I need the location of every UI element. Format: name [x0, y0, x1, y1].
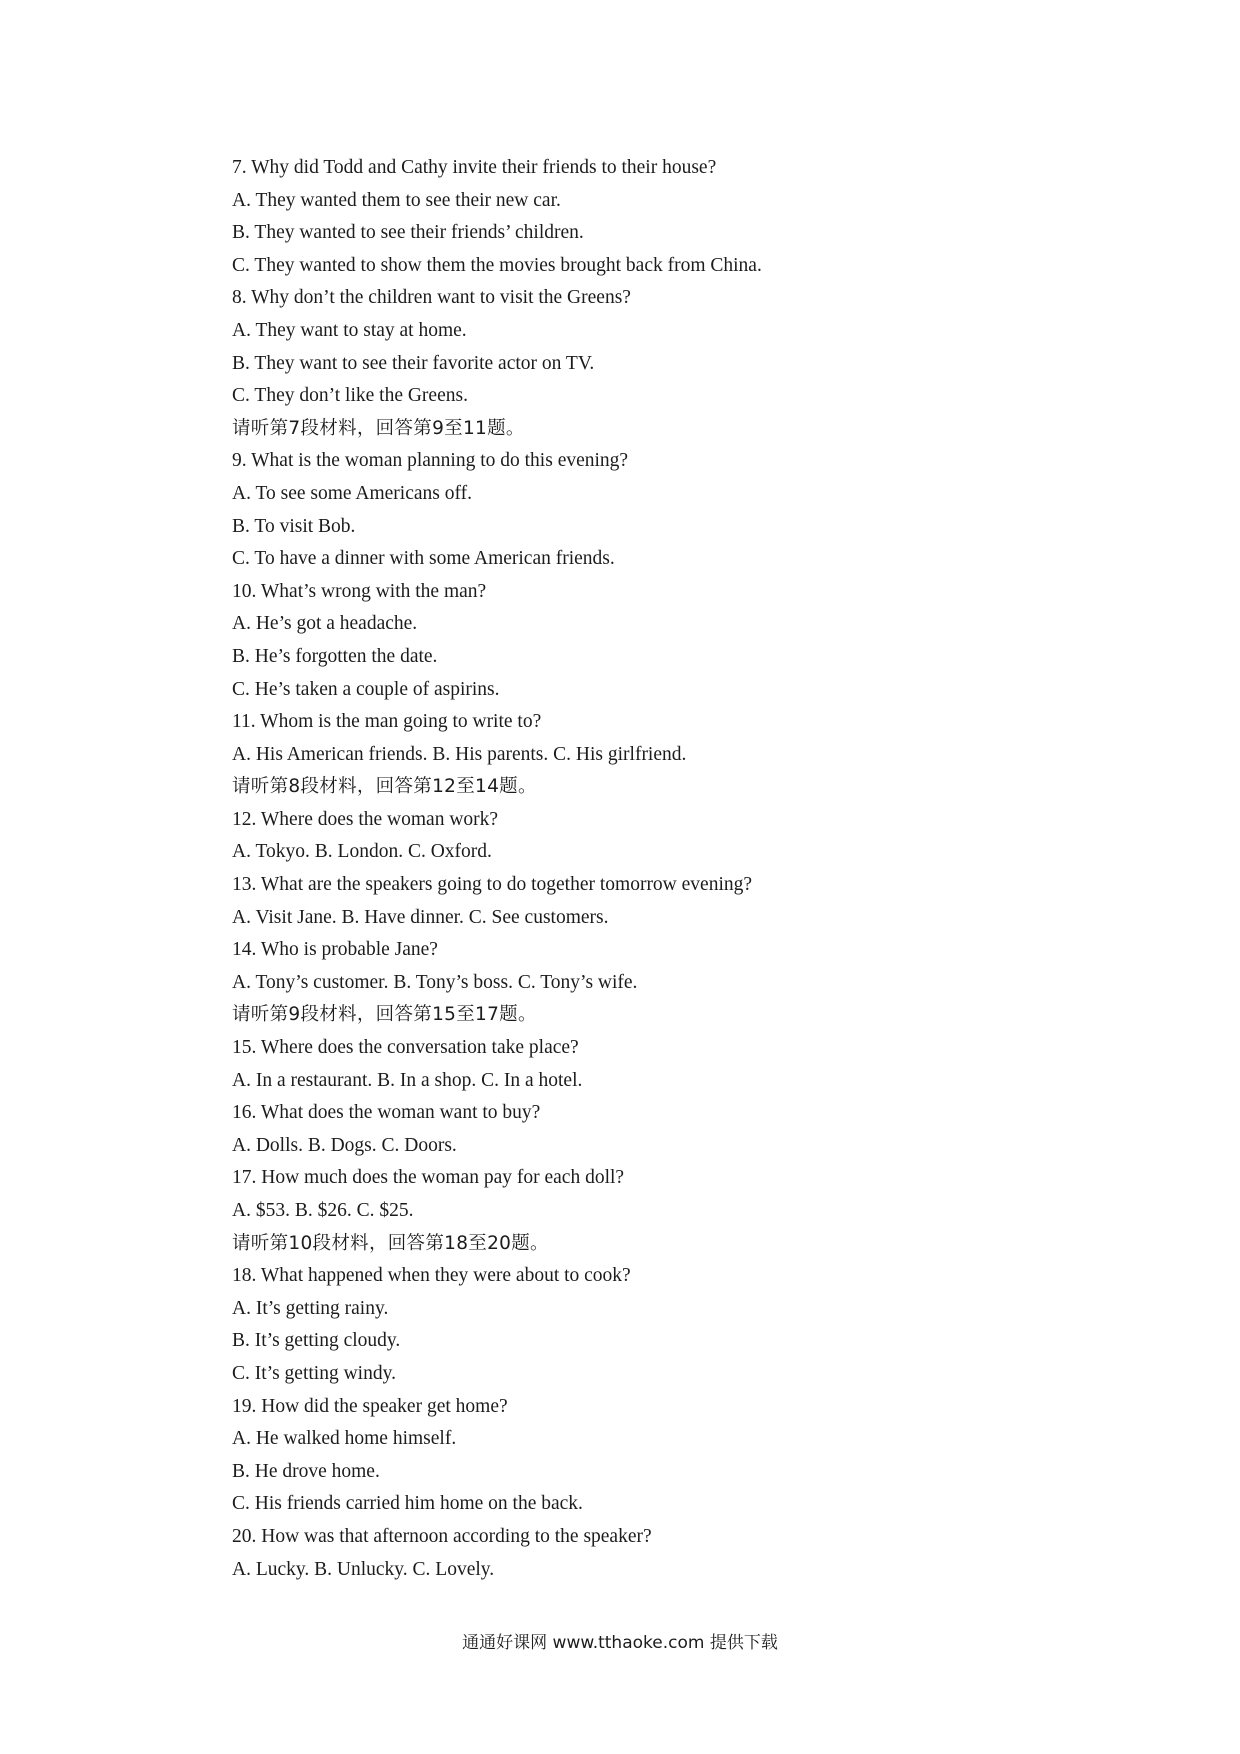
answer-options-line: B. They want to see their favorite actor on TV. — [232, 352, 595, 374]
answer-options-line: A. He’s got a headache. — [232, 613, 418, 635]
answer-options-line: C. He’s taken a couple of aspirins. — [232, 678, 500, 700]
question-line: 19. How did the speaker get home? — [232, 1395, 508, 1417]
answer-options-line: B. To visit Bob. — [232, 515, 356, 537]
section-instruction: 请听第8段材料，回答第12至14题。 — [232, 776, 537, 798]
question-line: 20. How was that afternoon according to the speaker? — [232, 1525, 652, 1547]
answer-options-line: A. Dolls. B. Dogs. C. Doors. — [232, 1134, 457, 1156]
answer-options-line: A. Visit Jane. B. Have dinner. C. See customers. — [232, 906, 609, 928]
answer-options-line: A. It’s getting rainy. — [232, 1297, 389, 1319]
question-line: 9. What is the woman planning to do this evening? — [232, 450, 629, 472]
answer-options-line: A. Lucky. B. Unlucky. C. Lovely. — [232, 1558, 495, 1580]
answer-options-line: A. Tony’s customer. B. Tony’s boss. C. Tony’s wife. — [232, 971, 638, 993]
section-instruction: 请听第9段材料，回答第15至17题。 — [232, 1004, 537, 1026]
answer-options-line: C. They wanted to show them the movies brought back from China. — [232, 254, 762, 276]
answer-options-line: A. Tokyo. B. London. C. Oxford. — [232, 841, 492, 863]
answer-options-line: C. It’s getting windy. — [232, 1362, 396, 1384]
answer-options-line: A. They want to stay at home. — [232, 319, 467, 341]
question-line: 15. Where does the conversation take place? — [232, 1037, 579, 1059]
question-line: 12. Where does the woman work? — [232, 808, 499, 830]
answer-options-line: C. To have a dinner with some American friends. — [232, 548, 615, 570]
answer-options-line: B. They wanted to see their friends’ children. — [232, 222, 584, 244]
answer-options-line: B. He’s forgotten the date. — [232, 645, 438, 667]
question-line: 7. Why did Todd and Cathy invite their friends to their house? — [232, 157, 717, 178]
question-list — [232, 152, 1132, 1586]
question-line: 16. What does the woman want to buy? — [232, 1102, 541, 1124]
question-line: 8. Why don’t the children want to visit the Greens? — [232, 287, 631, 309]
question-line: 17. How much does the woman pay for each doll? — [232, 1167, 625, 1189]
question-line: 10. What’s wrong with the man? — [232, 580, 487, 602]
answer-options-line: A. In a restaurant. B. In a shop. C. In a hotel. — [232, 1069, 583, 1091]
answer-options-line: A. His American friends. B. His parents. C. His girlfriend. — [232, 743, 687, 765]
answer-options-line: C. His friends carried him home on the back. — [232, 1493, 583, 1515]
page-footer: 通通好课网 www.tthaoke.com 提供下载 — [462, 1633, 778, 1653]
answer-options-line: A. They wanted them to see their new car. — [232, 189, 561, 211]
question-line: 14. Who is probable Jane? — [232, 939, 438, 961]
answer-options-line: A. $53. B. $26. C. $25. — [232, 1200, 414, 1221]
question-line: 13. What are the speakers going to do together tomorrow evening? — [232, 874, 753, 896]
answer-options-line: A. He walked home himself. — [232, 1428, 457, 1450]
answer-options-line: C. They don’t like the Greens. — [232, 385, 468, 407]
question-line: 11. Whom is the man going to write to? — [232, 711, 542, 733]
answer-options-line: B. He drove home. — [232, 1460, 380, 1482]
question-line: 18. What happened when they were about to cook? — [232, 1265, 631, 1287]
section-instruction: 请听第10段材料，回答第18至20题。 — [232, 1232, 549, 1254]
answer-options-line: A. To see some Americans off. — [232, 482, 472, 504]
section-instruction: 请听第7段材料，回答第9至11题。 — [232, 417, 525, 439]
answer-options-line: B. It’s getting cloudy. — [232, 1330, 401, 1352]
